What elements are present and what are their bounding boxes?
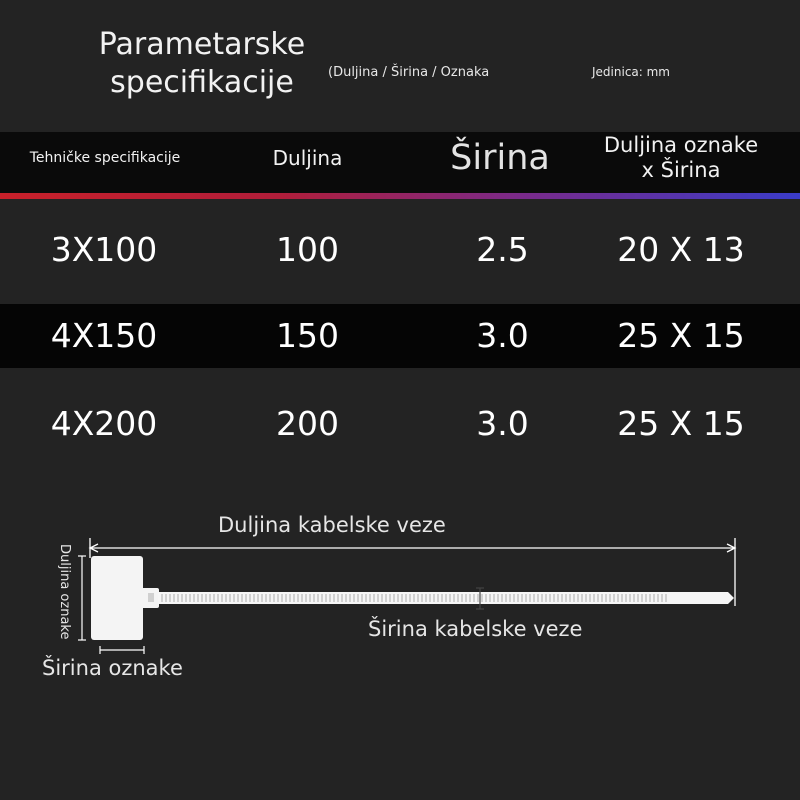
header-width: Širina bbox=[450, 138, 550, 178]
tie-length-label: Duljina kabelske veze bbox=[218, 513, 446, 537]
tag-width-label: Širina oznake bbox=[42, 656, 183, 680]
row-tag: 25 X 15 bbox=[617, 404, 745, 443]
row-spec: 4X150 bbox=[50, 316, 158, 355]
tie-width-label: Širina kabelske veze bbox=[368, 617, 583, 641]
tie-strap bbox=[158, 592, 728, 604]
unit-note: Jedinica: mm bbox=[592, 65, 670, 79]
tag-body bbox=[91, 556, 143, 640]
tag-width-dimension bbox=[100, 646, 144, 654]
tag-slot bbox=[148, 593, 154, 602]
row-tag: 25 X 15 bbox=[617, 316, 745, 355]
header-tag-line-2: x Širina bbox=[641, 158, 721, 182]
title-line-2: specifikacije bbox=[110, 65, 294, 100]
title-line-1: Parametarske bbox=[98, 27, 306, 62]
header-length: Duljina bbox=[272, 146, 343, 170]
tag-length-dimension bbox=[78, 556, 86, 640]
row-tag: 20 X 13 bbox=[617, 230, 745, 269]
header-tag-line-1: Duljina oznake bbox=[603, 133, 759, 157]
row-spec: 4X200 bbox=[50, 404, 158, 443]
row-width: 2.5 bbox=[476, 230, 529, 269]
tag-length-label: Duljina oznake bbox=[57, 544, 72, 640]
row-width: 3.0 bbox=[476, 316, 529, 355]
fields-note: (Duljina / Širina / Oznaka bbox=[328, 65, 490, 80]
header-spec: Tehničke specifikacije bbox=[29, 150, 181, 166]
row-length: 100 bbox=[276, 230, 339, 269]
tie-tip bbox=[728, 592, 734, 604]
row-length: 200 bbox=[276, 404, 339, 443]
row-width: 3.0 bbox=[476, 404, 529, 443]
row-spec: 3X100 bbox=[50, 230, 158, 269]
row-length: 150 bbox=[276, 316, 339, 355]
